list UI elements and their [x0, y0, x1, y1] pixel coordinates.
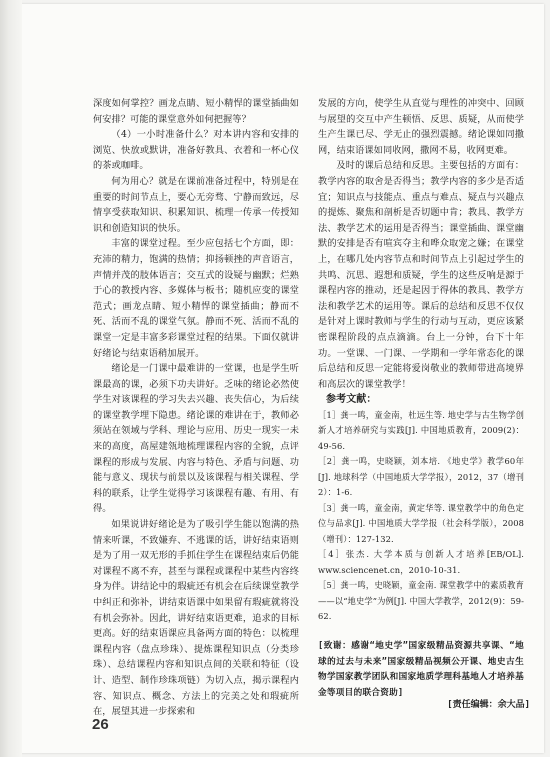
paragraph: 丰富的课堂过程。至少应包括七个方面，即：充沛的精力，饱满的热情；抑扬顿挫的声音语言，声情并茂的肢体语言；交互式的设疑与幽默；烂熟于心的教授内容、多媒体与板书；随机应变的课堂范式；画龙点睛、短小精悍的课堂插曲；静而不死、活而不乱的课堂气氛。静而不死、活而不乱的课堂一定是丰富多彩课堂过程的结果。下面仅就讲好绪论与结束语稍加展开。: [93, 238, 299, 359]
reference-item: ［3］龚一鸣，童金南，黄定华等. 课堂教学中的角色定位与品求[J]. 中国地质大学学报（社会科学版），2008（增刊）：127-132.: [318, 502, 524, 544]
reference-item: ［2］龚一鸣，史晓颖，刘本培. 《地史学》教学60年[J]. 地球科学（中国地质大学学报），2012，37（增刊2）：1-6.: [318, 456, 524, 498]
page-number: 26: [92, 716, 109, 733]
reference-item: ［5］龚一鸣，史晓颖，童金南. 课堂教学中的素质教育——以“地史学”为例[J]. 中国大学教学，2012(9)：59-62.: [318, 580, 524, 622]
paragraph: 发展的方向，使学生从直觉与理性的冲突中、回顾与展望的交互中产生顿悟、反思、质疑，从而使学生产生课已尽、学无止的强烈震撼。绪论课如同撒网，结束语课如同收网，撒网不易，收网更难。: [318, 98, 524, 156]
reference-item: ［4］张杰. 大学本质与创新人才培养[EB/OL]. www.sciencenet.cn，2010-10-31.: [318, 549, 524, 575]
paragraph: 深度如何掌控？画龙点睛、短小精悍的课堂插曲如何安排？可能的课堂意外如何把握等？: [93, 98, 299, 125]
page-binding-edge: [0, 0, 22, 757]
paragraph: 绪论是一门课中最难讲的一堂课，也是学生听课最高的课，必须下功夫讲好。乏味的绪论必然使学生对该课程的学习失去兴趣、丧失信心，为后续的课堂教学埋下隐患。绪论课的难讲在于，教师必须站在领域与学科、理论与应用、历史一现实一未来的高度，高屋建瓴地梳理课程内容的全貌，点评课程的形成与发展、内容与特色、矛盾与问题、功能与意义、现状与前景以及该课程与相关课程、学科的联系，让学生觉得学习该课程有趣、有用、有得。: [93, 363, 299, 515]
paragraph: 及时的课后总结和反思。主要包括的方面有：教学内容的取舍是否得当；教学内容的多少是否适宜；知识点与技能点、重点与难点、疑点与兴趣点的提炼、聚焦和剖析是否切题中肯；教具、教学方法、教学艺术的运用是否得当；课堂插曲、课堂幽默的安排是否有喧宾夺主和哗众取宠之嫌；在课堂上，在哪几处内容节点和时间节点上引起过学生的共鸣、沉思、遐想和质疑，学生的这些反响是源于课程内容的推动，还是起因于得体的教具、教学方法和教学艺术的运用等。课后的总结和反思不仅仅是针对上课时教师与学生的行动与互动，更应该紧密课程阶段的点点滴滴。台上一分钟，台下十年功。一堂课、一门课、一学期和一学年常态化的课后总结和反思一定能将爱岗敬业的教师带进高境界和高层次的课堂教学！: [318, 160, 524, 390]
left-text-column: [93, 96, 299, 720]
references-heading: 参考文献：: [326, 394, 377, 406]
reference-item: ［1］龚一鸣，童金南，杜远生等. 地史学与古生物学创新人才培养研究与实践[J]. 中国地质教育，2009(2)：49-56.: [318, 409, 524, 451]
references-list: [318, 408, 524, 625]
right-text-column: [318, 96, 524, 702]
paragraph: （4）一小时准备什么？对本讲内容和安排的浏览、快放或默讲，准备好教具、衣着和一杯心仪的茶或咖啡。: [93, 129, 299, 172]
acknowledgement-note: [致谢：感谢“地史学”国家级精品资源共享课、“地球的过去与未来”国家级精品视频公开课、地史古生物学国家教学团队和国家地质学理科基地人才培养基金等项目的联合资助]: [318, 640, 524, 699]
paragraph: 何为用心？就是在课前准备过程中，特别是在重要的时间节点上，要心无旁骛、宁静而致远，尽情享受获取知识、积累知识、梳理一传承一传授知识和创造知识的快乐。: [93, 175, 299, 234]
paragraph: 如果说讲好绪论是为了吸引学生能以饱满的热情来听课，不致嫌弃、不逃课的话，讲好结束语则是为了用一双无形的手抓住学生在课程结束后仍能对课程不离不弃，甚至与课程或课程中某些内容终身为伴。讲结论中的瑕疵还有机会在后续课堂教学中纠正和弥补，讲结束语课中如果留有瑕疵就将没有机会弥补。因此，讲好结束语更难，追求的目标更高。好的结束语课应具备两方面的特色：以梳理课程内容（盘点珍珠）、提炼课程知识点（分类珍珠）、总结课程内容和知识点间的关联和特征（设计、造型、制作珍珠项链）为切入点，揭示课程内容、知识点、概念、方法上的完美之处和瑕疵所在，展望其进一步探索和: [93, 519, 299, 718]
responsible-editor: [责任编辑：余大品]: [447, 700, 530, 710]
